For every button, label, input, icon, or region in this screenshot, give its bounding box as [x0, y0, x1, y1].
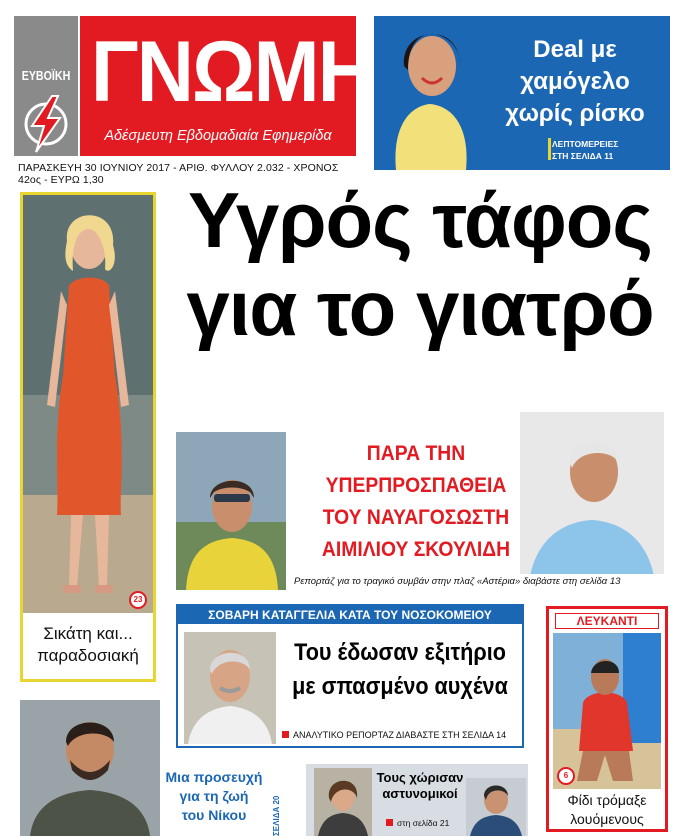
masthead-subtitle: Αδέσμευτη Εβδομαδιαία Εφημερίδα — [104, 128, 332, 144]
ad-title — [480, 34, 670, 130]
ad-photo-illustration — [374, 16, 486, 170]
rescue-line3: ΑΙΜΙΛΙΟΥ ΣΚΟΥΛΙΔΗ — [321, 538, 511, 561]
left-caption-line1: Σικάτη και... — [43, 624, 133, 643]
police-ref-text: στη σελίδα 21 — [397, 818, 450, 828]
main-headline[interactable] — [165, 176, 675, 352]
bullet-square-icon — [386, 819, 393, 826]
lefkanti-photo-illustration — [553, 633, 661, 789]
complaint-line1: Του έδωσαν εξιτήριο — [294, 639, 506, 666]
lefkanti-caption-line2: λουόμενους — [570, 811, 644, 827]
ad-title-line2: χωρίς ρίσκο — [505, 100, 645, 127]
complaint-photo-illustration — [184, 632, 276, 744]
headline-line1: Υγρός τάφος — [188, 176, 652, 264]
lefkanti-kicker: ΛΕΥΚΑΝΤΙ — [555, 613, 659, 629]
lifeguard-photo — [176, 432, 286, 590]
region-logo — [14, 16, 78, 156]
prayer-line1: Μια προσευχή — [165, 769, 263, 785]
police-headline — [370, 770, 470, 802]
rescue-line2: ΤΟΥ ΝΑΥΑΓΟΣΩΣΤΗ — [322, 506, 510, 529]
rescue-story[interactable] — [176, 432, 664, 590]
complaint-ref-text: ΑΝΑΛΥΤΙΚΟ ΡΕΠΟΡΤΑΖ ΔΙΑΒΑΣΤΕ ΣΤΗ ΣΕΛΙΔΑ 14 — [293, 730, 507, 740]
lefkanti-caption-line1: Φίδι τρόμαξε — [567, 792, 647, 808]
dateline: ΠΑΡΑΣΚΕΥΗ 30 ΙΟΥΝΙΟΥ 2017 - ΑΡΙΘ. ΦΥΛΛΟΥ 2.032 - ΧΡΟΝΟΣ 42ος - ΕΥΡΩ 1,30 — [18, 162, 339, 186]
lefkanti-caption — [549, 791, 665, 829]
police-right-photo-illustration — [466, 778, 526, 836]
page-badge-6: 6 — [557, 767, 575, 785]
ad-link-line1: ΛΕΠΤΟΜΕΡΕΙΕΣ — [552, 139, 619, 149]
prayer-page-reference[interactable]: ΣΕΛΙΔΑ 20 — [272, 795, 281, 836]
left-feature-caption — [23, 623, 153, 667]
police-line1: Τους χώρισαν — [376, 770, 464, 785]
rescue-headline — [296, 438, 535, 566]
prayer-photo-illustration — [20, 700, 160, 836]
lefkanti-story[interactable] — [546, 606, 668, 832]
ad-link-line2: ΣΤΗ ΣΕΛΙΔΑ 11 — [552, 151, 614, 161]
young-man-photo — [20, 700, 160, 836]
man-photo — [466, 778, 526, 836]
ad-woman-photo — [374, 16, 486, 170]
lifeguard-photo-illustration — [176, 432, 286, 590]
ad-banner[interactable] — [374, 16, 670, 170]
masthead[interactable] — [80, 16, 374, 156]
prayer-headline — [160, 768, 268, 825]
page-badge-23: 23 — [129, 591, 147, 609]
prayer-line2: για τη ζωή — [179, 788, 249, 804]
police-line2: αστυνομικοί — [382, 786, 458, 801]
lifeguard-beach-photo — [553, 633, 661, 789]
lightning-logo-icon — [18, 90, 74, 156]
bullet-square-icon — [282, 731, 289, 738]
prayer-story[interactable] — [160, 762, 286, 836]
left-caption-line2: παραδοσιακή — [37, 646, 139, 665]
left-feature-story[interactable] — [20, 192, 156, 682]
rescue-page-reference[interactable]: Ρεπορτάζ για το τραγικό συμβάν στην πλαζ «Αστέρια» διαβάστε στη σελίδα 13 — [290, 574, 664, 590]
rescue-line1: ΠΑΡΑ ΤΗΝ ΥΠΕΡΠΡΟΣΠΑΘΕΙΑ — [325, 442, 507, 497]
left-photo-illustration — [23, 195, 153, 613]
complaint-line2: με σπασμένο αυχένα — [292, 673, 508, 700]
complaint-page-reference[interactable] — [282, 730, 506, 740]
ad-title-line1: Deal με χαμόγελο — [520, 36, 630, 95]
police-story[interactable] — [306, 764, 528, 836]
ad-divider — [548, 138, 551, 160]
ad-link[interactable] — [552, 138, 618, 162]
doctor-photo-illustration — [520, 412, 664, 590]
woman-orange-dress-photo — [23, 195, 153, 613]
woman-photo — [314, 768, 372, 836]
headline-line2: για το γιατρό — [186, 264, 654, 352]
police-page-reference[interactable] — [386, 818, 449, 828]
prayer-page-wrap — [272, 795, 312, 840]
doctor-photo — [520, 412, 664, 590]
masthead-title: ΓΝΩΜΗ — [91, 24, 374, 120]
complaint-headline — [290, 636, 510, 704]
elderly-man-photo — [184, 632, 276, 744]
complaint-kicker: ΣΟΒΑΡΗ ΚΑΤΑΓΓΕΛΙΑ ΚΑΤΑ ΤΟΥ ΝΟΣΟΚΟΜΕΙΟΥ — [178, 606, 522, 624]
region-label: ΕΥΒΟΪΚΗ — [21, 68, 71, 83]
hospital-complaint-story[interactable] — [176, 604, 524, 748]
police-left-photo-illustration — [314, 768, 372, 836]
prayer-line3: του Νίκου — [181, 807, 247, 823]
